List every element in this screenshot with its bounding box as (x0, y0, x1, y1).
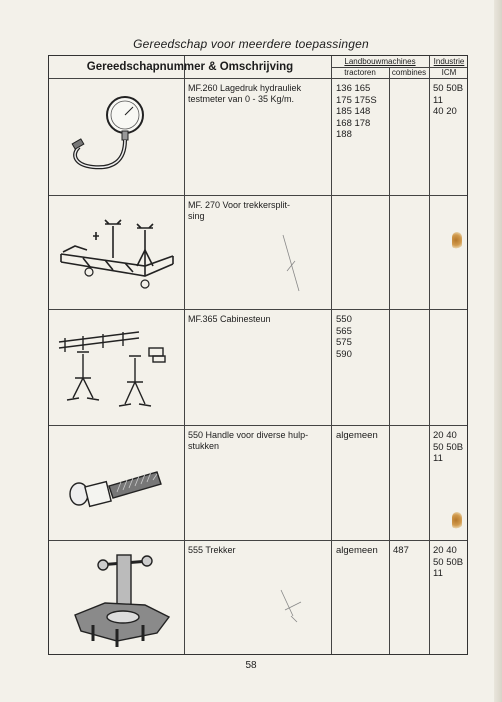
page-edge-shadow (494, 0, 502, 702)
table-row (49, 79, 467, 195)
table-row (49, 196, 467, 309)
cabin-support-stands-illustration (53, 318, 181, 418)
threaded-handle-illustration (53, 446, 181, 516)
header-icm: ICM (441, 68, 457, 77)
binder-hole (452, 232, 462, 250)
industrie-models: 50 50B 11 40 20 (433, 83, 464, 117)
header-combines: combines (391, 68, 427, 77)
tractor-splitting-stand-illustration (53, 206, 181, 301)
tool-description: 550 Handle voor diverse hulp- stukken (188, 430, 309, 451)
header-industrie: Industrie (433, 57, 465, 66)
tractoren-models: algemeen (336, 430, 378, 441)
tool-description: MF.365 Cabinesteun (188, 314, 271, 324)
tool-description: MF. 270 Voor trekkersplit- sing (188, 200, 291, 221)
table-row (49, 310, 467, 425)
pencil-mark (271, 586, 311, 626)
tractoren-models: algemeen (336, 545, 378, 556)
pressure-gauge-illustration (53, 89, 179, 189)
puller-tool-illustration (53, 549, 181, 651)
pencil-mark (279, 231, 309, 296)
page-number: 58 (245, 660, 257, 671)
tool-description: MF.260 Lagedruk hydrauliek testmeter van 0 - 35 Kg/m. (188, 83, 302, 104)
page-title: Gereedschap voor meerdere toepassingen (133, 37, 369, 51)
combines-models: 487 (393, 545, 409, 556)
table-row (49, 541, 467, 654)
tractoren-models: 550 565 575 590 (336, 314, 352, 360)
header-tractoren: tractoren (344, 68, 376, 77)
table-row (49, 426, 467, 540)
industrie-models: 20 40 50 50B 11 (433, 430, 464, 464)
tool-description: 555 Trekker (188, 545, 236, 555)
header-landbouwmachines: Landbouwmachines (344, 57, 416, 66)
header-subdivider (331, 67, 467, 68)
industrie-models: 20 40 50 50B 11 (433, 545, 464, 579)
tractoren-models: 136 165 175 175S 185 148 168 178 188 (336, 83, 377, 140)
binder-hole (452, 512, 462, 530)
header-tool-number: Gereedschapnummer & Omschrijving (86, 61, 294, 73)
tool-table (48, 55, 468, 655)
